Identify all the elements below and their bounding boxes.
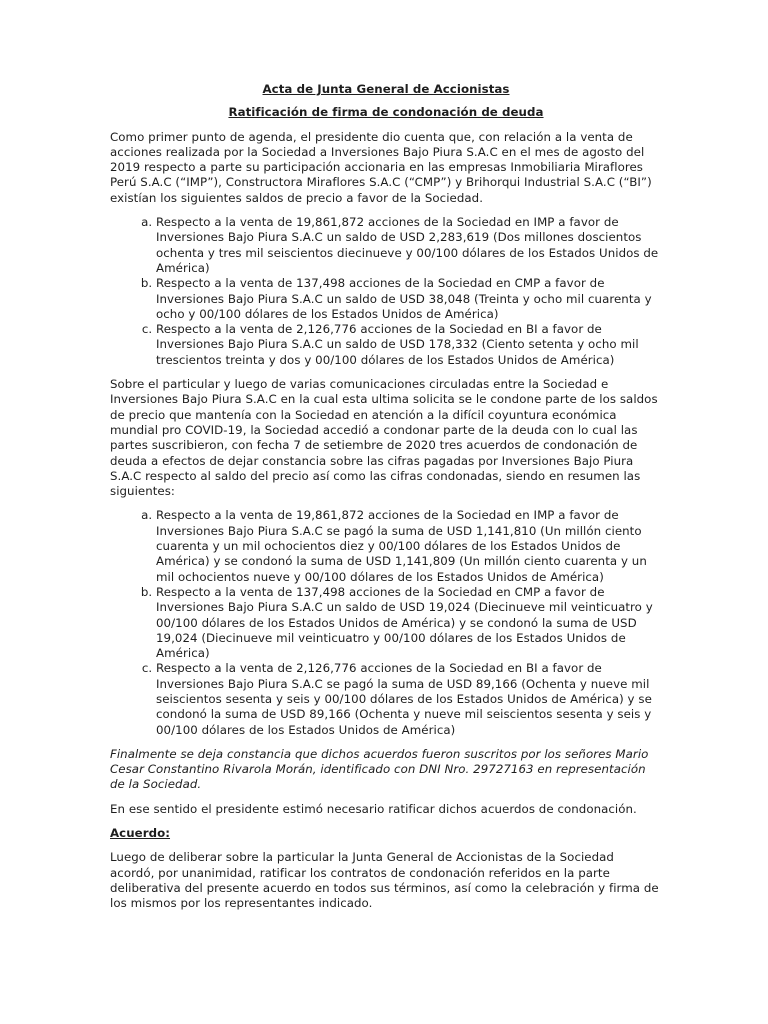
document-subtitle: Ratificación de firma de condonación de deuda	[228, 105, 544, 120]
list-item: c. Respecto a la venta de 2,126,776 acciones de la Sociedad en BI a favor de Inversiones Bajo Piura S.A.C un saldo de USD 178,332 (Ciento setenta y ocho mil trescientos treinta y dos y 00/100 dólares de los Estados Unidos de América)	[156, 322, 662, 368]
context-paragraph: Sobre el particular y luego de varias comunicaciones circuladas entre la Sociedad e Inversiones Bajo Piura S.A.C en la cual esta ultima solicita se le condone parte de los saldos de precio que mantenía con la Sociedad en atención a la difícil coyuntura económica mundial pro COVID-19, la Sociedad accedió a condonar parte de la deuda con lo cual las partes suscribieron, con fecha 7 de setiembre de 2020 tres acuerdos de condonación de deuda a efectos de dejar constancia sobre las cifras pagadas por Inversiones Bajo Piura S.A.C respecto al saldo del precio así como las cifras condonadas, siendo en resumen las siguientes:	[110, 377, 658, 499]
condonation-list	[110, 508, 662, 737]
ratify-paragraph: En ese sentido el presidente estimó necesario ratificar dichos acuerdos de condonación.	[110, 801, 637, 816]
intro-paragraph: Como primer punto de agenda, el presidente dio cuenta que, con relación a la venta de acciones realizada por la Sociedad a Inversiones Bajo Piura S.A.C en el mes de agosto del 2019 respecto a parte su participación accionaria en las empresas Inmobiliaria Miraflores Perú S.A.C (“IMP”), Constructora Miraflores S.A.C (“CMP”) y Brihorqui Industrial S.A.C (“BI”) existían los siguientes saldos de precio a favor de la Sociedad.	[110, 129, 652, 205]
list-item: a. Respecto a la venta de 19,861,872 acciones de la Sociedad en IMP a favor de Inversiones Bajo Piura S.A.C se pagó la suma de USD 1,141,810 (Un millón ciento cuarenta y un mil ochocientos diez y 00/100 dólares de los Estados Unidos de América) y se condonó la suma de USD 1,141,809 (Un millón ciento cuarenta y un mil ochocientos nueve y 00/100 dólares de los Estados Unidos de América)	[156, 508, 662, 584]
agreement-paragraph: Luego de deliberar sobre la particular la Junta General de Accionistas de la Sociedad acordó, por unanimidad, ratificar los contratos de condonación referidos en la parte deliberativa del presente acuerdo en todos sus términos, así como la celebración y firma de los mismos por los representantes indicado.	[110, 850, 659, 911]
list-item: b. Respecto a la venta de 137,498 acciones de la Sociedad en CMP a favor de Inversiones Bajo Piura S.A.C un saldo de USD 38,048 (Treinta y ocho mil cuarenta y ocho y 00/100 dólares de los Estados Unidos de América)	[156, 276, 662, 322]
balances-list	[110, 215, 662, 368]
list-item: c. Respecto a la venta de 2,126,776 acciones de la Sociedad en BI a favor de Inversiones Bajo Piura S.A.C se pagó la suma de USD 89,166 (Ochenta y nueve mil seiscientos sesenta y seis y 00/100 dólares de los Estados Unidos de América) y se condonó la suma de USD 89,166 (Ochenta y nueve mil seiscientos sesenta y seis y 00/100 dólares de los Estados Unidos de América)	[156, 661, 662, 737]
agreement-heading: Acuerdo:	[110, 826, 171, 841]
document-title: Acta de Junta General de Accionistas	[262, 82, 510, 96]
signatories-paragraph: Finalmente se deja constancia que dichos acuerdos fueron suscritos por los señores Mario Cesar Constantino Rivarola Morán, identificado con DNI Nro. 29727163 en representación de la Sociedad.	[110, 746, 649, 792]
list-item: b. Respecto a la venta de 137,498 acciones de la Sociedad en CMP a favor de Inversiones Bajo Piura S.A.C un saldo de USD 19,024 (Diecinueve mil veinticuatro y 00/100 dólares de los Estados Unidos de América) y se condonó la suma de USD 19,024 (Diecinueve mil veinticuatro y 00/100 dólares de los Estados Unidos de América)	[156, 585, 662, 661]
list-item: a. Respecto a la venta de 19,861,872 acciones de la Sociedad en IMP a favor de Inversiones Bajo Piura S.A.C un saldo de USD 2,283,619 (Dos millones doscientos ochenta y tres mil seiscientos diecinueve y 00/100 dólares de los Estados Unidos de América)	[156, 215, 662, 276]
